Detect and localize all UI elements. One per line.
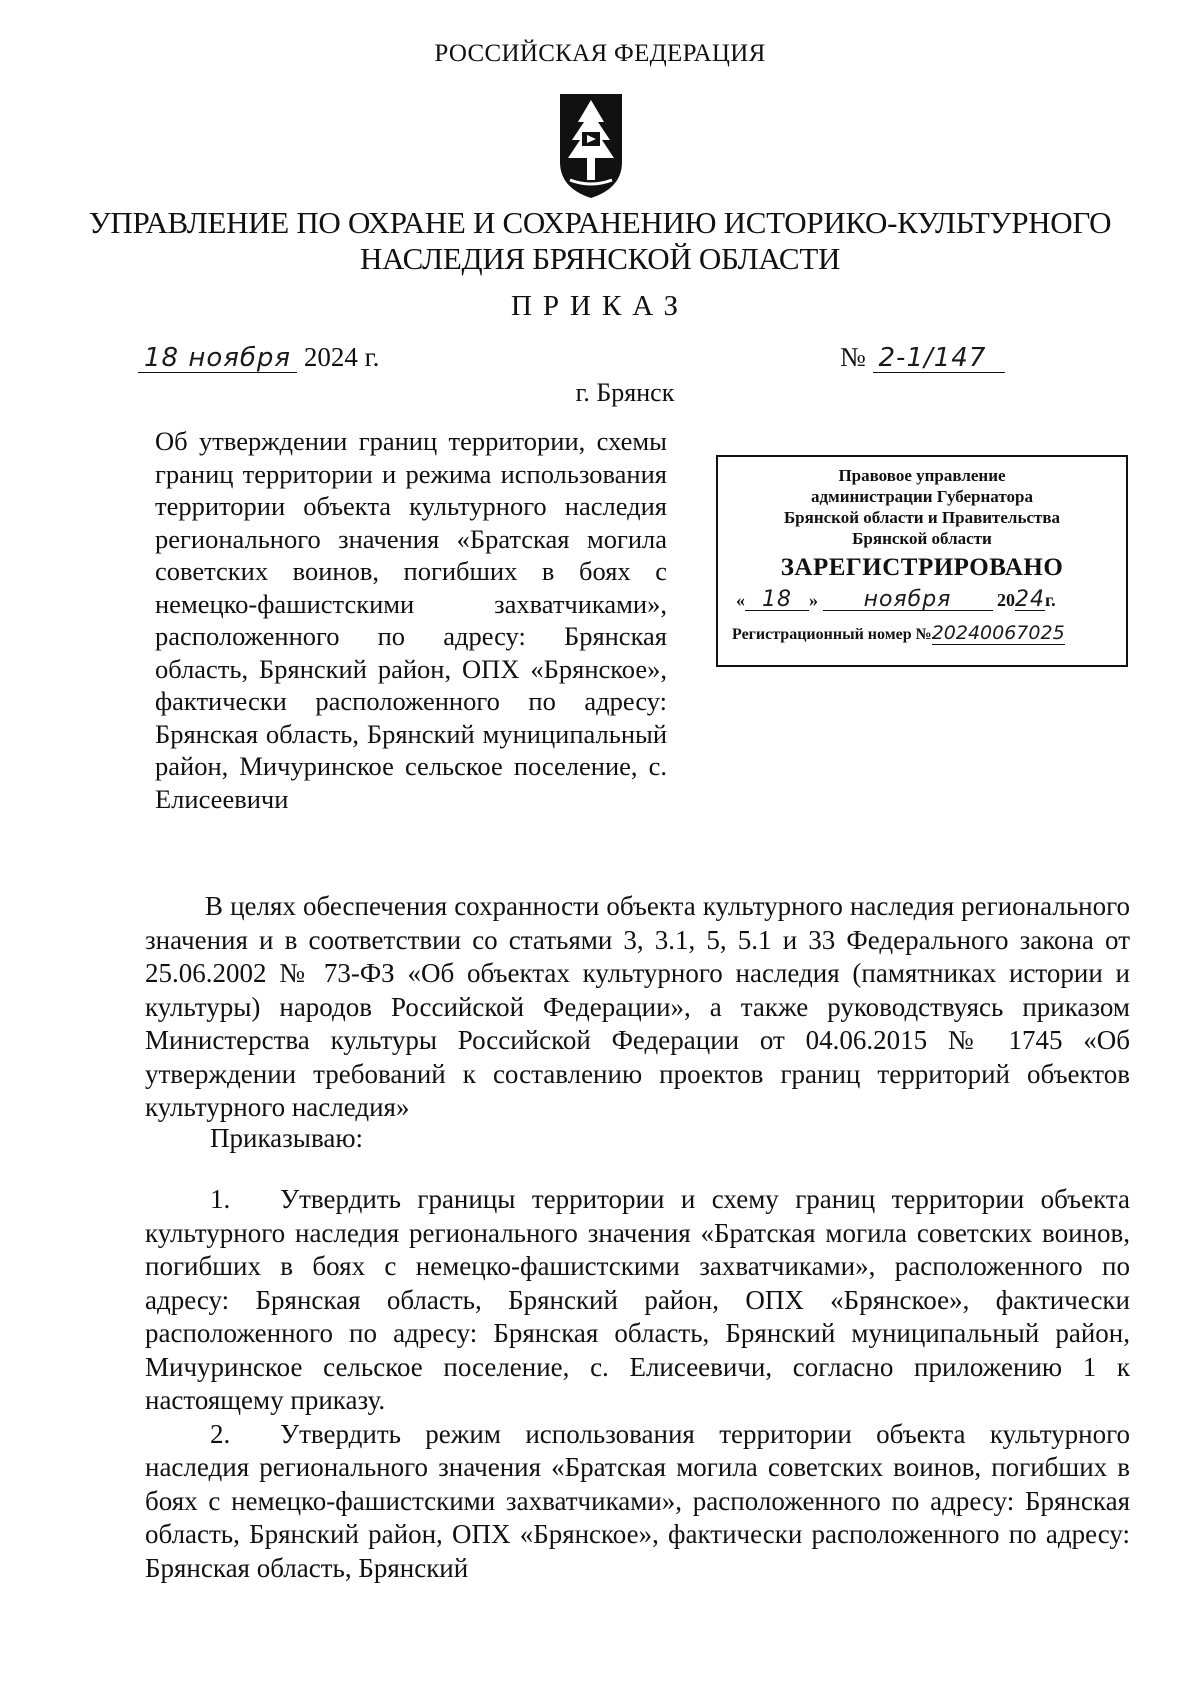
stamp-month: ноября: [823, 589, 993, 611]
stamp-close-quote: »: [809, 590, 818, 610]
item-text: Утвердить режим использования территории объекта культурного наследия регионального значения «Братская могила советских воинов, погибших в боях с немецко-фашистскими захватчиками», расположенного по адресу: Брянская область, Брянский район, ОПХ «Брянское», фактически расположенного по адресу: Брянская область, Брянский: [145, 1418, 1130, 1583]
stamp-year-prefix: 20: [997, 590, 1015, 610]
preamble-text: В целях обеспечения сохранности объекта культурного наследия регионального значения и в соответствии со статьями 3, 3.1, 5, 5.1 и 33 Федерального закона от 25.06.2002 № 73-ФЗ «Об объектах культурного наследия (памятниках истории и культуры) народов Российской Федерации», а также руководствуясь приказом Министерства культуры Российской Федерации от 04.06.2015 № 1745 «Об утверждении требований к составлению проектов границ территорий объектов культурного наследия»: [145, 891, 1130, 1122]
handwritten-date: 18 ноября: [138, 344, 297, 373]
registration-stamp: [716, 455, 1128, 667]
stamp-date: [718, 589, 1126, 611]
regnum-value: 20240067025: [931, 622, 1065, 644]
regnum-label: Регистрационный номер №: [732, 626, 932, 643]
country-heading: РОССИЙСКАЯ ФЕДЕРАЦИЯ: [434, 40, 766, 67]
orders-word: Приказываю:: [210, 1123, 363, 1153]
item-text: Утвердить границы территории и схему границ территории объекта культурного наследия регионального значения «Братская могила советских воинов, погибших в боях с немецко-фашистскими захватчиками», расположенного по адресу: Брянская область, Брянский район, ОПХ «Брянское», фактически расположенного по адресу: Брянская область, Брянский муниципальный район, Мичуринское сельское поселение, с. Елисеевичи, согласно приложению 1 к настоящему приказу.: [145, 1184, 1130, 1415]
handwritten-number: 2-1/147: [873, 344, 1005, 373]
number-sign: №: [840, 342, 866, 372]
document-type: ПРИКАЗ: [510, 290, 690, 322]
order-date: [138, 342, 379, 373]
stamp-registration-number: [718, 623, 1126, 645]
stamp-year-suffix: г.: [1045, 590, 1056, 610]
stamp-line-4: Брянской области: [852, 529, 992, 548]
bryansk-coat-of-arms-icon: [556, 92, 626, 202]
stamp-open-quote: «: [736, 590, 745, 610]
stamp-registered: ЗАРЕГИСТРИРОВАНО: [780, 554, 1064, 581]
stamp-day: 18: [745, 589, 809, 611]
order-year: 2024 г.: [303, 342, 380, 372]
subject-text: Об утверждении границ территории, схемы границ территории и режима использования территории объекта культурного наследия регионального значения «Братская могила советских воинов, погибших в боях с немецко-фашистскими захватчиками», расположенного по адресу: Брянская область, Брянский район, ОПХ «Брянское», фактически расположенного по адресу: Брянская область, Брянский муниципальный район, Мичуринское сельское поселение, с. Елисеевичи: [155, 426, 667, 814]
organization-name: [0, 205, 1200, 277]
item-number: 2.: [210, 1418, 231, 1449]
stamp-line-1: Правовое управление: [838, 466, 1006, 485]
stamp-line-2: администрации Губернатора: [811, 487, 1033, 506]
organization-line-1: УПРАВЛЕНИЕ ПО ОХРАНЕ И СОХРАНЕНИЮ ИСТОРИКО-КУЛЬТУРНОГО: [88, 205, 1112, 240]
stamp-line-3: Брянской области и Правительства: [783, 508, 1061, 527]
organization-line-2: НАСЛЕДИЯ БРЯНСКОЙ ОБЛАСТИ: [359, 241, 841, 276]
order-items: [145, 1183, 1130, 1585]
order-item: [145, 1418, 1130, 1586]
order-subject: [155, 425, 667, 815]
order-item: [145, 1183, 1130, 1418]
city: г. Брянск: [575, 378, 675, 407]
preamble-paragraph: [145, 890, 1130, 1125]
stamp-year-hand: 24: [1015, 587, 1045, 612]
order-number: [840, 342, 1005, 373]
item-number: 1.: [210, 1184, 231, 1214]
